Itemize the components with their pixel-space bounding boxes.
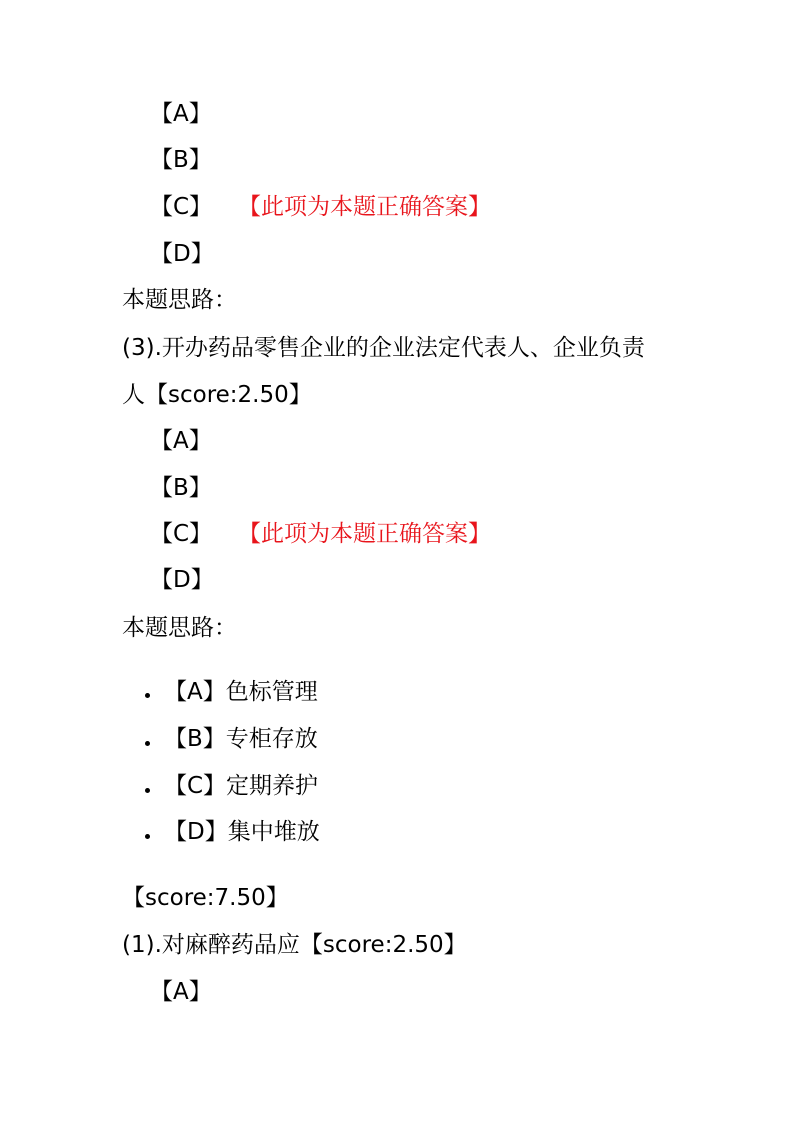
choice-item: 【A】色标管理 [164,679,318,705]
option-a: 【A】 [150,101,212,127]
q3-analysis-label: 本题思路： [122,615,237,641]
question-1-text: (1).对麻醉药品应【score:2.50】 [122,932,467,958]
option-c-label: 【C】 [150,194,213,220]
bullet-icon [145,834,150,839]
question-3-text: (3).开办药品零售企业的企业法定代表人、企业负责 [122,335,645,361]
q3-correct-answer-marker: 【此项为本题正确答案】 [238,521,491,547]
q3-option-c: 【C】 [150,521,213,547]
bullet-icon [145,693,150,698]
choice-item: 【C】定期养护 [164,773,319,799]
correct-answer-marker: 【此项为本题正确答案】 [238,194,491,220]
q3-option-b: 【B】 [150,475,212,501]
group-score: 【score:7.50】 [122,885,289,911]
option-d: 【D】 [150,241,214,267]
q1-option-a: 【A】 [150,979,212,1005]
option-b: 【B】 [150,147,212,173]
choice-item: 【D】集中堆放 [164,819,320,845]
q3-option-a: 【A】 [150,428,212,454]
q3-option-d: 【D】 [150,567,214,593]
question-3-text-cont: 人【score:2.50】 [122,382,312,408]
choice-item: 【B】专柜存放 [164,726,318,752]
bullet-icon [145,741,150,746]
analysis-label: 本题思路： [122,287,237,313]
option-c [150,193,212,221]
bullet-icon [145,788,150,793]
